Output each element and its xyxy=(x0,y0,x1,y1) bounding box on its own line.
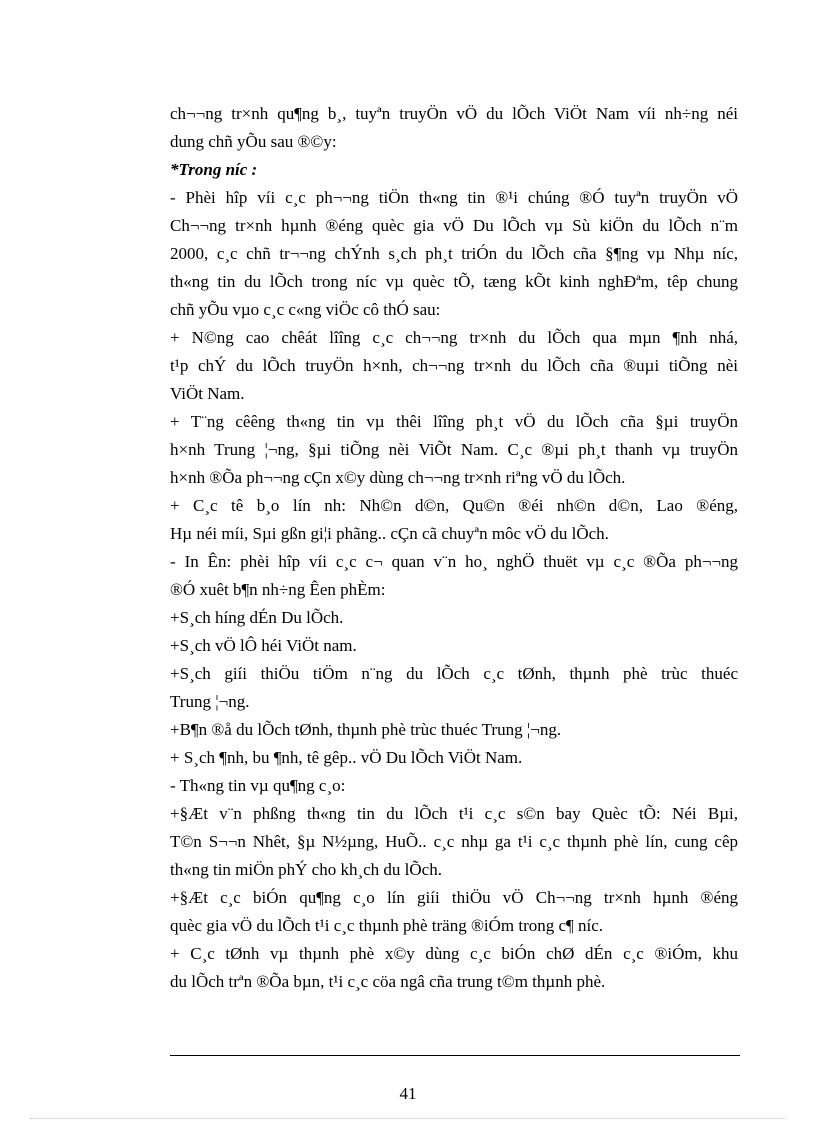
text-line: + S¸ch ¶nh, bu ¶nh, tê gêp.. vÖ Du lÕch ViÖt Nam. xyxy=(170,748,523,767)
text-line: *Trong níc : xyxy=(170,160,258,179)
text-line: ch¬¬ng tr×nh qu¶ng b¸, tuyªn truyÖn vÖ du lÕch ViÖt Nam víi nh÷ng néi xyxy=(170,104,738,123)
text-line: +§Æt v¨n phßng th«ng tin du lÕch t¹i c¸c s©n bay Quèc tÕ: Néi Bµi, xyxy=(170,804,738,823)
text-line: Trung ¦¬ng. xyxy=(170,692,250,711)
text-line: +S¸ch híng dÉn Du lÕch. xyxy=(170,608,344,627)
text-line: quèc gia vÖ du lÕch t¹i c¸c thµnh phè träng ®iÓm trong c¶ níc. xyxy=(170,916,604,935)
page-number: 41 xyxy=(399,1084,417,1103)
text-line: + C¸c tê b¸o lín nh: Nh©n d©n, Qu©n ®éi nh©n d©n, Lao ®éng, xyxy=(170,496,738,515)
text-line: dung chñ yÕu sau ®©y: xyxy=(170,132,337,151)
page-edge-dotted-line xyxy=(30,1118,786,1119)
text-line: Ch¬¬ng tr×nh hµnh ®éng quèc gia vÖ Du lÕch vµ Sù kiÖn du lÕch n¨m xyxy=(170,216,738,235)
text-line: +§Æt c¸c biÓn qu¶ng c¸o lín giíi thiÖu vÖ Ch¬¬ng tr×nh hµnh ®éng xyxy=(170,888,738,907)
text-line: + N©ng cao chêát lîîng c¸c ch¬¬ng tr×nh du lÕch qua mµn ¶nh nhá, xyxy=(170,328,738,347)
text-line: +S¸ch vÖ lÔ héi ViÖt nam. xyxy=(170,636,357,655)
text-line: ViÖt Nam. xyxy=(170,384,245,403)
text-line: T©n S¬¬n Nhêt, §µ N½µng, HuÕ.. c¸c nhµ ga t¹i c¸c thµnh phè lín, cung cêp xyxy=(170,832,738,851)
text-line: th«ng tin miÖn phÝ cho kh¸ch du lÕch. xyxy=(170,860,442,879)
text-line: t¹p chÝ du lÕch truyÖn h×nh, ch¬¬ng tr×nh du lÕch cña ®uµi tiÕng nèi xyxy=(170,356,738,375)
text-line: - In Ên: phèi hîp víi c¸c c¬ quan v¨n ho¸ nghÖ thuët vµ c¸c ®Õa ph¬¬ng xyxy=(170,552,738,571)
text-line: +B¶n ®å du lÕch tØnh, thµnh phè trùc thuéc Trung ¦¬ng. xyxy=(170,720,562,739)
text-line: h×nh Trung ¦¬ng, §µi tiÕng nèi ViÕt Nam. C¸c ®µi ph¸t thanh vµ truyÖn xyxy=(170,440,738,459)
text-line: - Th«ng tin vµ qu¶ng c¸o: xyxy=(170,776,346,795)
text-line: chñ yÕu vµo c¸c c«ng viÖc cô thÓ sau: xyxy=(170,300,441,319)
text-line: - Phèi hîp víi c¸c ph¬¬ng tiÖn th«ng tin ®¹i chúng ®Ó tuyªn truyÖn vÖ xyxy=(170,188,738,207)
text-line: ®Ó xuêt b¶n nh÷ng Êen phÈm: xyxy=(170,580,386,599)
text-line: h×nh ®Õa ph¬¬ng cÇn x©y dùng ch¬¬ng tr×nh riªng vÖ du lÕch. xyxy=(170,468,626,487)
text-line: + T¨ng cêêng th«ng tin vµ thêi lîîng ph¸t vÖ du lÕch cña §µi truyÖn xyxy=(170,412,738,431)
text-line: +S¸ch giíi thiÖu tiÖm n¨ng du lÕch c¸c tØnh, thµnh phè trùc thuéc xyxy=(170,664,738,683)
text-line: + C¸c tØnh vµ thµnh phè x©y dùng c¸c biÓn chØ dÉn c¸c ®iÓm, khu xyxy=(170,944,738,963)
text-line: Hµ néi míi, Sµi gßn gi¦i phãng.. cÇn cã chuyªn môc vÖ du lÕch. xyxy=(170,524,609,543)
text-line: 2000, c¸c chñ tr¬¬ng chÝnh s¸ch ph¸t triÓn du lÕch cña §¶ng vµ Nhµ níc, xyxy=(170,244,738,263)
text-line: du lÕch trªn ®Õa bµn, t¹i c¸c cöa ngâ cña trung t©m thµnh phè. xyxy=(170,972,606,991)
footer-rule xyxy=(170,1055,740,1056)
text-line: th«ng tin du lÕch trong níc vµ quèc tÕ, tæng kÕt kinh nghÐªm, têp chung xyxy=(170,272,738,291)
